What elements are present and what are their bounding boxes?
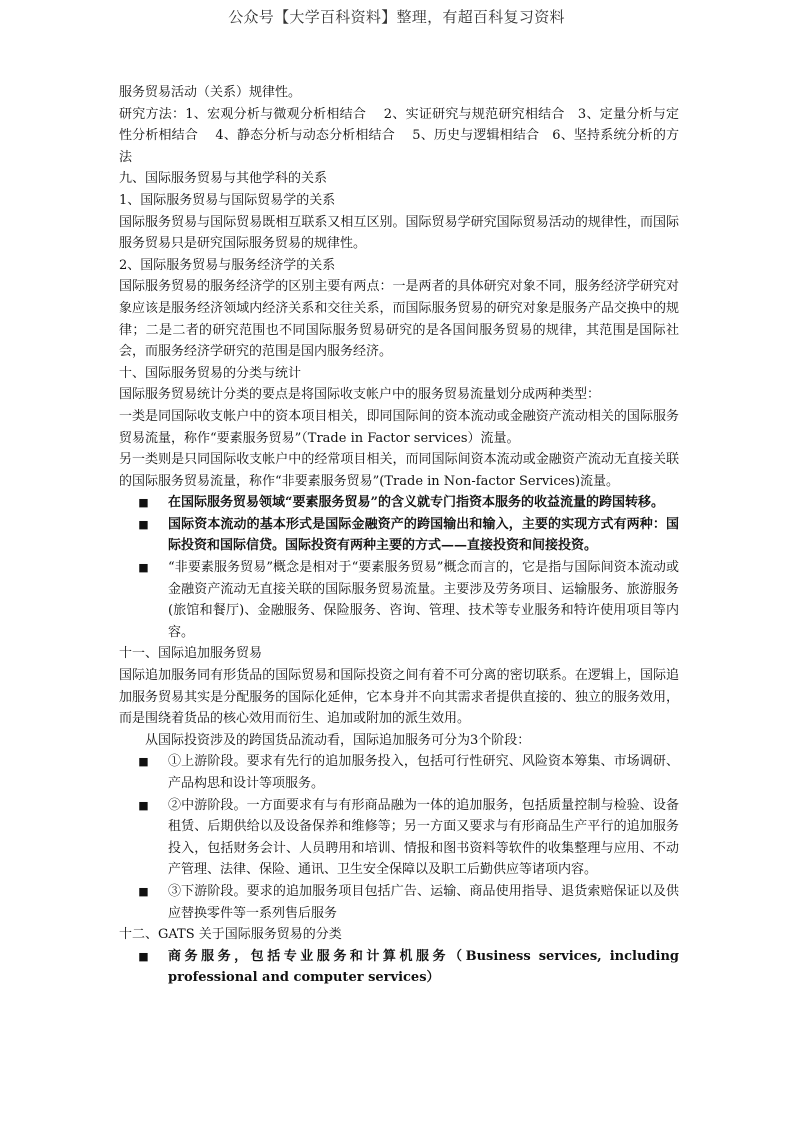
bullet-item xyxy=(119,751,679,794)
bullet-item xyxy=(119,881,679,924)
bullet-marker: ■ xyxy=(138,755,149,769)
paragraph: 一类是同国际收支帐户中的资本项目相关，即同国际间的资本流动或金融资产流动相关的国际服务贸易流量，称作“要素服务贸易”（Trade in Factor services）流量。 xyxy=(119,408,679,446)
paragraph: 国际服务贸易统计分类的要点是将国际收支帐户中的服务贸易流量划分成两种类型： xyxy=(119,387,601,403)
bullet-marker: ■ xyxy=(138,561,149,575)
paragraph: 国际服务贸易的服务经济学的区别主要有两点：一是两者的具体研究对象不同，服务经济学研究对象应该是服务经济领域内经济关系和交往关系，而国际服务贸易的研究对象是服务产品交换中的规律；二是二者的研究范围也不同国际服务贸易研究的是各国间服务贸易的规律，其范围是国际社会，而服务经济学研究的范围是国内服务经济。 xyxy=(119,279,679,360)
paragraph: 十二、GATS 关于国际服务贸易的分类 xyxy=(119,927,342,943)
document-body xyxy=(119,82,679,989)
bullet-text: 国际资本流动的基本形式是国际金融资产的跨国输出和输入，主要的实现方式有两种：国际投资和国际信贷。国际投资有两种主要的方式——直接投资和间接投资。 xyxy=(168,516,679,554)
bullet-item xyxy=(119,492,679,514)
bullet-marker: ■ xyxy=(138,517,149,531)
paragraph: 十一、国际追加服务贸易 xyxy=(119,646,263,662)
paragraph: 另一类则是只同国际收支帐户中的经常项目相关，而同国际间资本流动或金融资产流动无直接关联的国际服务贸易流量，称作“非要素服务贸易”(Trade in Non-factor Services)流量。 xyxy=(119,452,679,489)
paragraph: 研究方法：1、宏观分析与微观分析相结合 2、实证研究与规范研究相结合 3、定量分析与定性分析相结合 4、静态分析与动态分析相结合 5、历史与逻辑相结合 6、坚持系统分析的方法 xyxy=(119,106,679,165)
paragraph: 九、国际服务贸易与其他学科的关系 xyxy=(119,171,328,187)
bullet-marker: ■ xyxy=(138,798,149,812)
bullet-item xyxy=(119,557,679,643)
paragraph: 服务贸易活动（关系）规律性。 xyxy=(119,85,302,100)
bullet-marker: ■ xyxy=(138,949,149,963)
paragraph: 国际追加服务同有形货品的国际贸易和国际投资之间有着不可分离的密切联系。在逻辑上，国际追加服务贸易其实是分配服务的国际化延伸，它本身并不向其需求者提供直接的、独立的服务效用，而是围绕着货品的核心效用而衍生、追加或附加的派生效用。 xyxy=(119,668,679,727)
bullet-text: 商务服务，包括专业服务和计算机服务（Business services, including professional and computer services） xyxy=(168,948,679,986)
bullet-item xyxy=(119,946,679,989)
bullet-marker: ■ xyxy=(138,496,149,510)
bullet-text: ③下游阶段。要求的追加服务项目包括广告、运输、商品使用指导、退货索赔保证以及供应替换零件等一系列售后服务 xyxy=(168,883,679,921)
paragraph: 1、国际服务贸易与国际贸易学的关系 xyxy=(119,192,336,208)
bullet-text: “非要素服务贸易”概念是相对于“要素服务贸易”概念而言的，它是指与国际间资本流动或金融资产流动无直接关联的国际服务贸易流量。主要涉及劳务项目、运输服务、旅游服务(旅馆和餐厅)、金融服务、保险服务、咨询、管理、技术等专业服务和特许使用项目等内容。 xyxy=(168,560,679,640)
bullet-text: 在国际服务贸易领域“要素服务贸易”的含义就专门指资本服务的收益流量的跨国转移。 xyxy=(168,495,664,511)
bullet-text: ②中游阶段。一方面要求有与有形商品融为一体的追加服务，包括质量控制与检验、设备租赁、后期供给以及设备保养和维修等；另一方面又要求与有形商品生产平行的追加服务投入，包括财务会计、人员聘用和培训、情报和图书资料等软件的收集整理与应用、不动产管理、法律、保险、通讯、卫生安全保障以及职工后勤供应等诸项内容。 xyxy=(168,797,679,878)
paragraph: 从国际投资涉及的跨国货品流动看，国际追加服务可分为3个阶段： xyxy=(145,732,531,748)
bullet-item xyxy=(119,795,679,881)
bullet-text: ①上游阶段。要求有先行的追加服务投入，包括可行性研究、风险资本筹集、市场调研、产品构思和设计等项服务。 xyxy=(168,754,679,791)
page-header: 公众号【大学百科资料】整理，有超百科复习资料 xyxy=(228,8,565,26)
bullet-marker: ■ xyxy=(138,884,149,898)
bullet-item xyxy=(119,514,679,557)
paragraph: 国际服务贸易与国际贸易既相互联系又相互区别。国际贸易学研究国际贸易活动的规律性，而国际服务贸易只是研究国际服务贸易的规律性。 xyxy=(119,214,679,252)
paragraph: 2、国际服务贸易与服务经济学的关系 xyxy=(119,257,336,273)
paragraph: 十、国际服务贸易的分类与统计 xyxy=(119,365,302,381)
